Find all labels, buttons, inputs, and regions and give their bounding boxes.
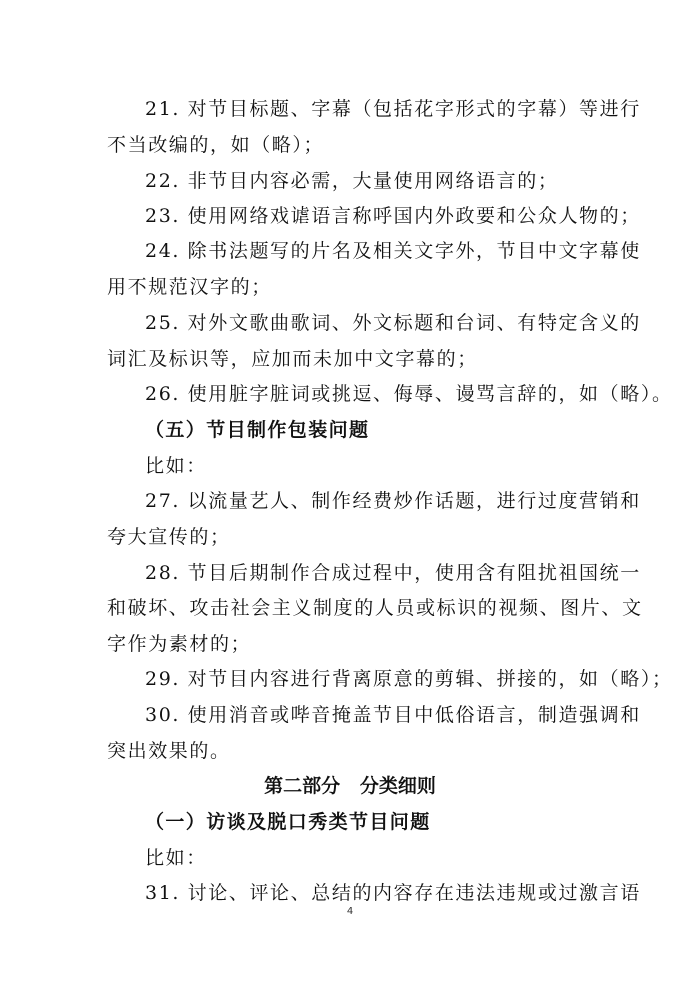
item-29: 29. 对节目内容进行背离原意的剪辑、拼接的，如（略）； bbox=[145, 668, 673, 690]
item-30-line-2: 突出效果的。 bbox=[107, 740, 231, 762]
section-heading-1: （一）访谈及脱口秀类节目问题 bbox=[145, 811, 431, 833]
item-28-line-2: 和破坏、攻击社会主义制度的人员或标识的视频、图片、文 bbox=[107, 597, 643, 619]
item-21-line-1: 21. 对节目标题、字幕（包括花字形式的字幕）等进行 bbox=[145, 98, 641, 120]
section-heading-5: （五）节目制作包装问题 bbox=[145, 419, 370, 441]
item-28-line-3: 字作为素材的； bbox=[107, 633, 252, 655]
item-23: 23. 使用网络戏谑语言称呼国内外政要和公众人物的； bbox=[145, 205, 641, 227]
item-26: 26. 使用脏字脏词或挑逗、侮辱、谩骂言辞的，如（略）。 bbox=[145, 383, 673, 405]
item-24-line-1: 24. 除书法题写的片名及相关文字外，节目中文字幕使 bbox=[145, 240, 641, 262]
part-two-heading: 第二部分 分类细则 bbox=[264, 775, 436, 797]
example-label-1: 比如： bbox=[145, 455, 207, 477]
item-24-line-2: 用不规范汉字的； bbox=[107, 276, 272, 298]
item-31-line-1: 31. 讨论、评论、总结的内容存在违法违规或过激言语 bbox=[145, 882, 641, 904]
item-30-line-1: 30. 使用消音或哔音掩盖节目中低俗语言，制造强调和 bbox=[145, 704, 641, 726]
item-27-line-1: 27. 以流量艺人、制作经费炒作话题，进行过度营销和 bbox=[145, 490, 641, 512]
item-21-line-2: 不当改编的，如（略）； bbox=[107, 134, 325, 156]
item-27-line-2: 夸大宣传的； bbox=[107, 526, 231, 548]
example-label-2: 比如： bbox=[145, 847, 207, 869]
item-25-line-2: 词汇及标识等，应加而未加中文字幕的； bbox=[107, 348, 478, 370]
item-28-line-1: 28. 节目后期制作合成过程中，使用含有阻扰祖国统一 bbox=[145, 562, 641, 584]
item-25-line-1: 25. 对外文歌曲歌词、外文标题和台词、有特定含义的 bbox=[145, 312, 641, 334]
item-22: 22. 非节目内容必需，大量使用网络语言的； bbox=[145, 170, 559, 192]
page-number: 4 bbox=[346, 906, 354, 917]
